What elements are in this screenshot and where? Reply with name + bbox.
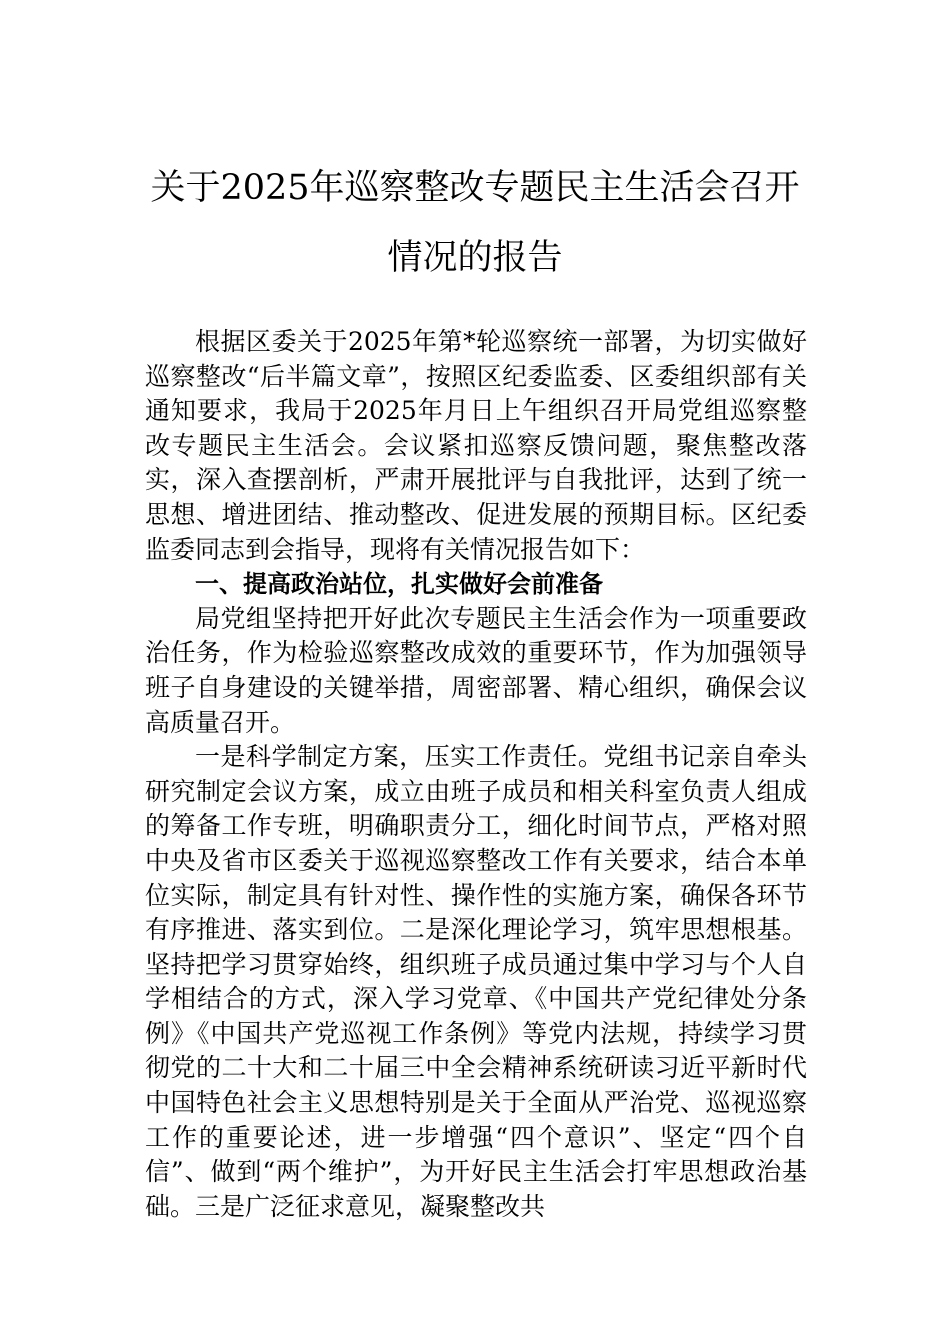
paragraph-section-1-details: 一是科学制定方案，压实工作责任。党组书记亲自牵头研究制定会议方案，成立由班子成员和相关科室负责人组成的筹备工作专班，明确职责分工，细化时间节点，严格对照中央及省市区委关于巡视巡察整改工作有关要求，结合本单位实际，制定具有针对性、操作性的实施方案，确保各环节有序推进、落实到位。二是深化理论学习，筑牢思想根基。坚持把学习贯穿始终，组织班子成员通过集中学习与个人自学相结合的方式，深入学习党章、《中国共产党纪律处分条例》《中国共产党巡视工作条例》等党内法规，持续学习贯彻党的二十大和二十届三中全会精神系统研读习近平新时代中国特色社会主义思想特别是关于全面从严治党、巡视巡察工作的重要论述，进一步增强“四个意识”、坚定“四个自信”、做到“两个维护”，为开好民主生活会打牢思想政治基础。三是广泛征求意见，凝聚整改共 <box>145 742 807 1221</box>
section-heading-1: 一、提高政治站位，扎实做好会前准备 <box>195 570 603 599</box>
paragraph-intro: 根据区委关于2025年第*轮巡察统一部署，为切实做好巡察整改“后半篇文章”，按照区纪委监委、区委组织部有关通知要求，我局于2025年月日上午组织召开局党组巡察整改专题民主生活会。会议紧扣巡察反馈问题，聚焦整改落实，深入查摆剖析，严肃开展批评与自我批评，达到了统一思想、增进团结、推动整改、促进发展的预期目标。区纪委监委同志到会指导，现将有关情况报告如下： <box>145 327 807 564</box>
paragraph-section-1-intro: 局党组坚持把开好此次专题民主生活会作为一项重要政治任务，作为检验巡察整改成效的重要环节，作为加强领导班子自身建设的关键举措，周密部署、精心组织，确保会议高质量召开。 <box>145 603 807 737</box>
document-title-line-2: 情况的报告 <box>387 238 563 278</box>
document-body <box>145 325 807 1224</box>
document-title-line-1: 关于2025年巡察整改专题民主生活会召开 <box>150 168 800 208</box>
